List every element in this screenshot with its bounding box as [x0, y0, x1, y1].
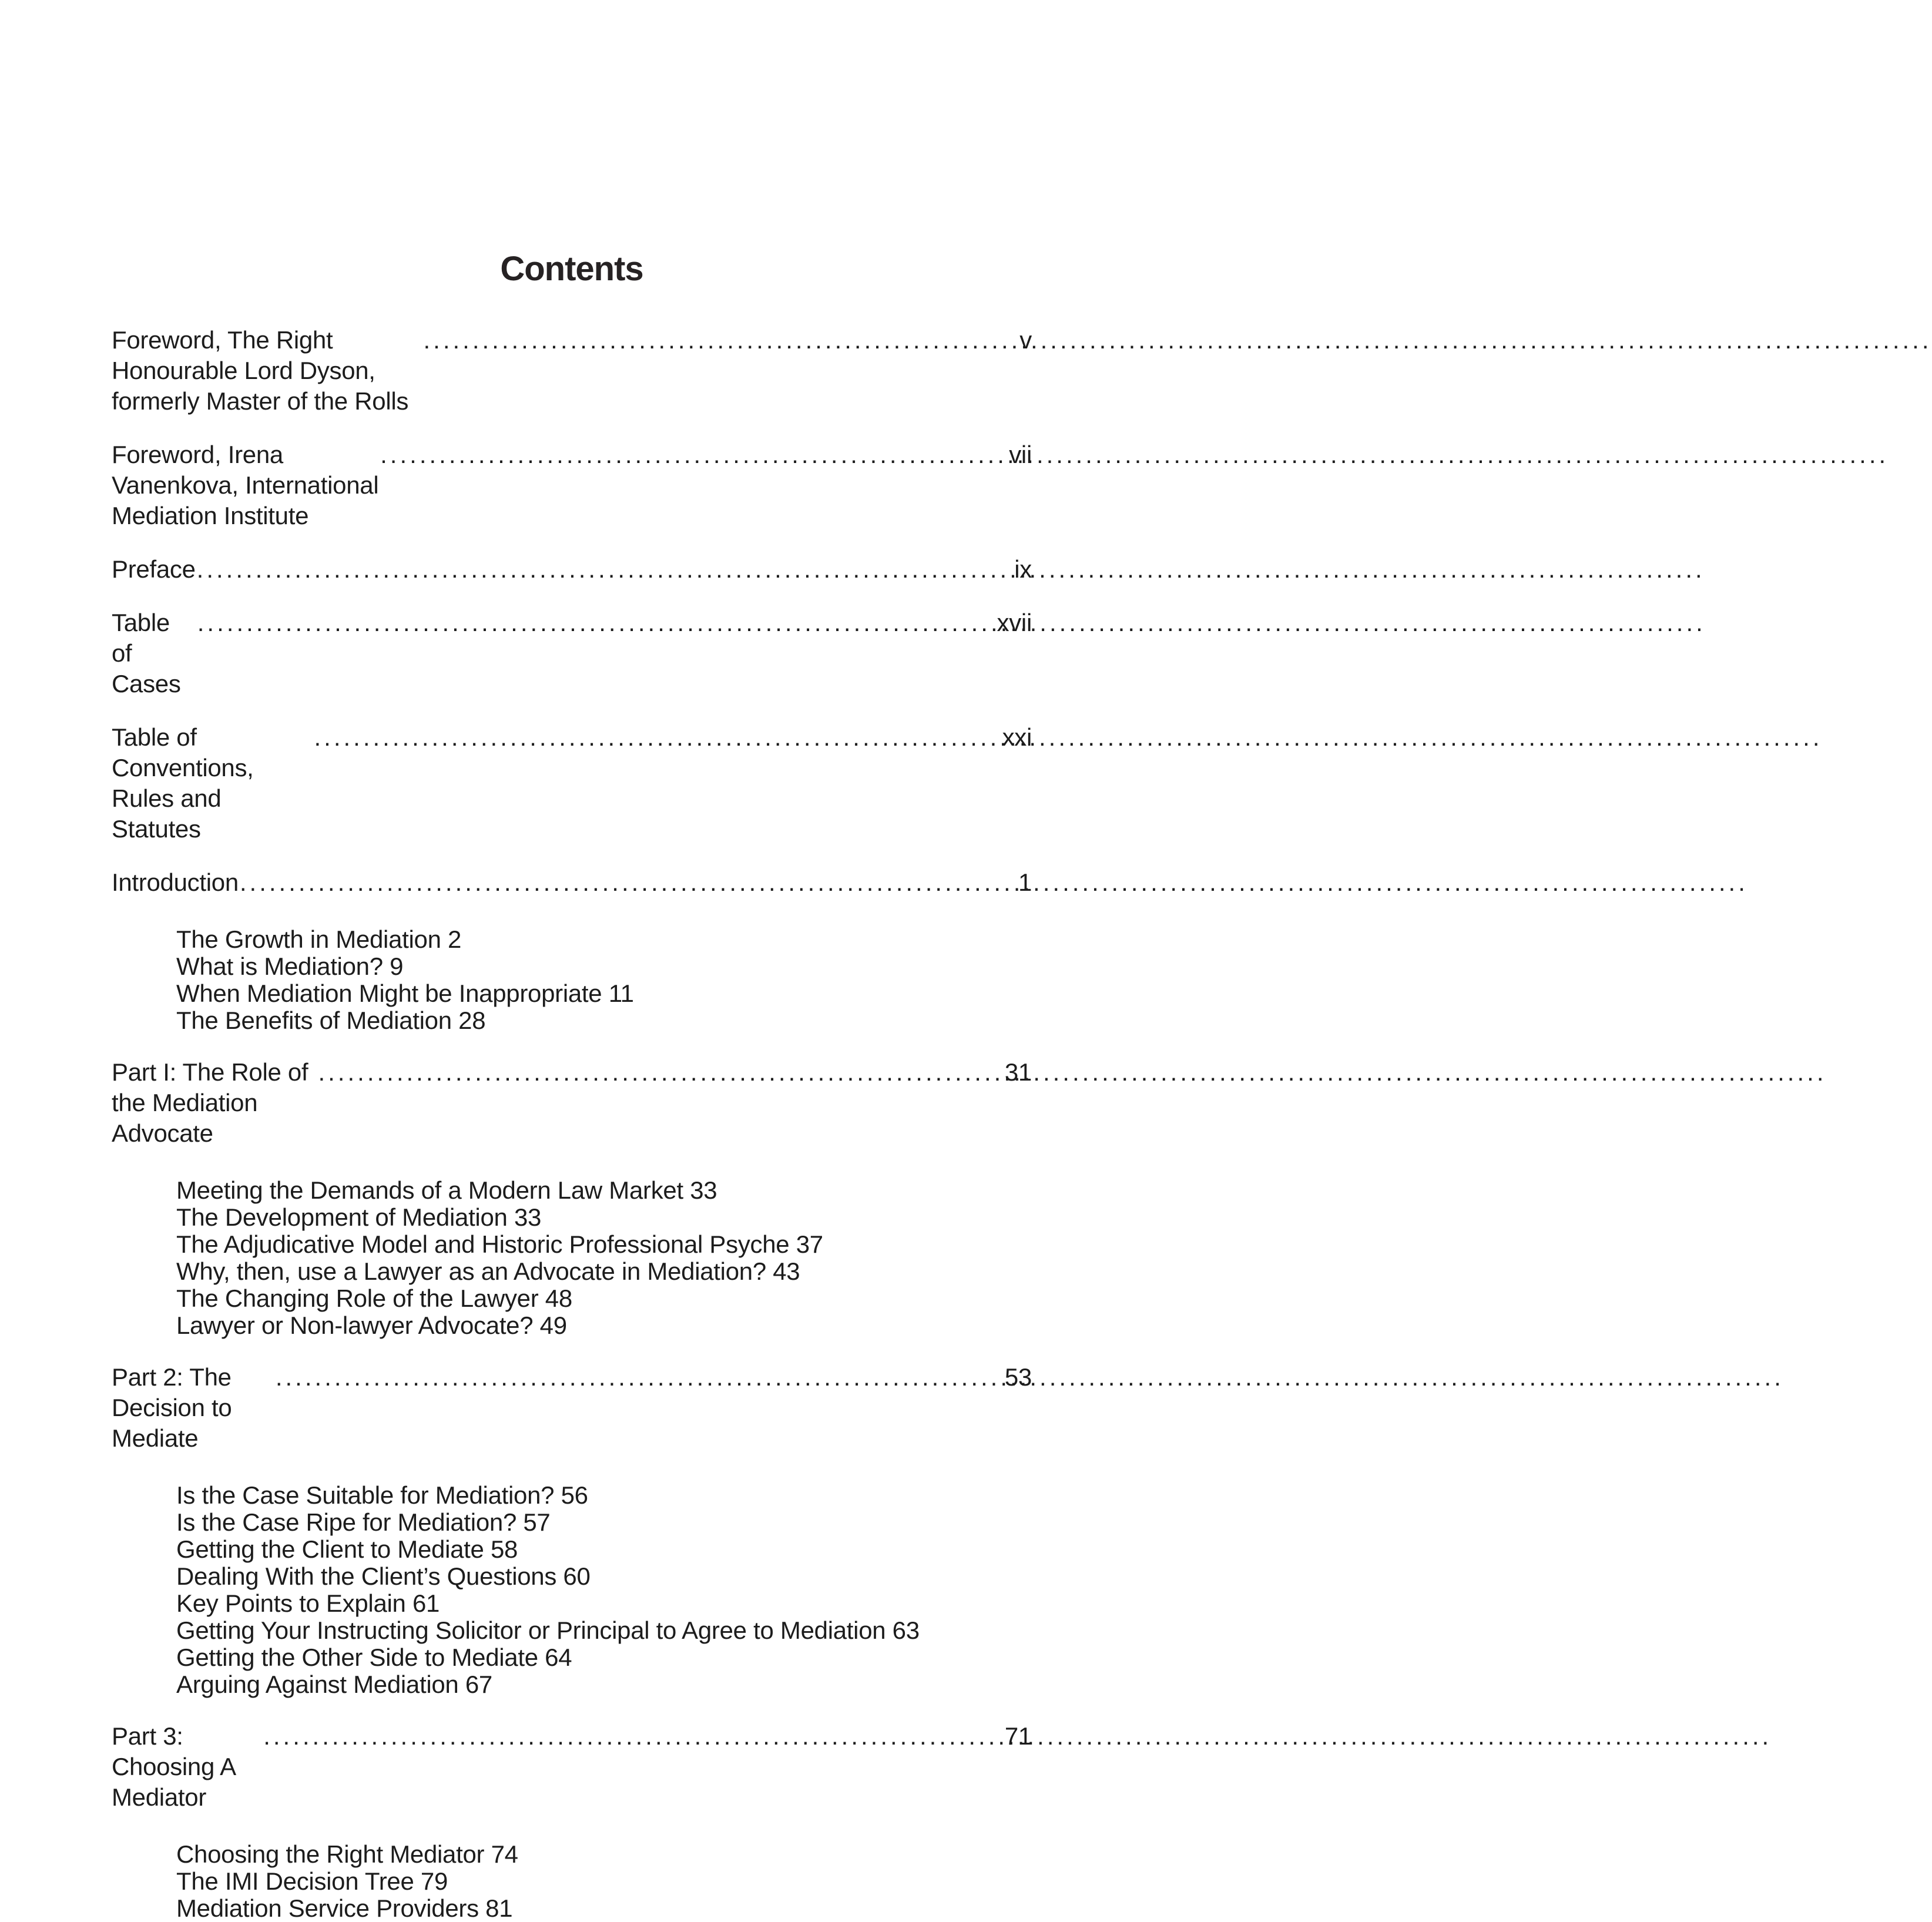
toc-entry — [112, 1721, 1032, 1813]
dot-leader — [196, 608, 990, 638]
dot-leader — [196, 554, 1008, 585]
toc-entry-page: 53 — [1004, 1363, 1032, 1391]
toc-subentry: Getting the Client to Mediate 58 — [176, 1535, 518, 1563]
toc-subentry: Lawyer or Non-lawyer Advocate? 49 — [176, 1311, 567, 1339]
toc-subgroup — [176, 1482, 1032, 1698]
toc-subentry: The Growth in Mediation 2 — [176, 925, 462, 953]
toc-subentry: Getting Your Instructing Solicitor or Principal to Agree to Mediation 63 — [176, 1616, 920, 1644]
page-title: Contents — [500, 250, 643, 288]
toc-entry-label: Foreword, The Right Honourable Lord Dyson, formerly Master of the Rolls — [112, 326, 409, 415]
dot-leader — [317, 1057, 997, 1088]
toc-subentry: Is the Case Ripe for Mediation? 57 — [176, 1508, 551, 1536]
toc-entry — [112, 325, 1032, 417]
toc-subentry: The Adjudicative Model and Historic Professional Psyche 37 — [176, 1230, 823, 1258]
toc-subentry: Why, then, use a Lawyer as an Advocate in Mediation? 43 — [176, 1257, 800, 1285]
toc-entry-label: Introduction — [112, 868, 239, 896]
dot-leader — [379, 440, 1002, 470]
toc-subentry: The Benefits of Mediation 28 — [176, 1006, 486, 1034]
toc-entry — [112, 1057, 1032, 1149]
toc-subentry: When Mediation Might be Inappropriate 11 — [176, 979, 634, 1007]
toc-entry-label: Preface — [112, 555, 196, 583]
toc-entry-page: v — [1019, 326, 1032, 354]
toc-subgroup — [176, 1177, 1032, 1339]
toc-entry — [112, 608, 1032, 699]
toc-entry-page: ix — [1014, 555, 1032, 583]
dot-leader — [262, 1721, 998, 1752]
toc-entry-page: xvii — [997, 608, 1032, 636]
toc-subentry: Meeting the Demands of a Modern Law Market 33 — [176, 1176, 717, 1204]
toc-list — [112, 325, 1032, 1922]
toc-entry-page: 71 — [1004, 1722, 1032, 1750]
dot-leader — [239, 867, 1011, 898]
toc-entry — [112, 1362, 1032, 1454]
toc-subentry: Getting the Other Side to Mediate 64 — [176, 1643, 572, 1671]
toc-subentry: Key Points to Explain 61 — [176, 1589, 440, 1617]
dot-leader — [274, 1362, 998, 1393]
toc-subgroup — [176, 1841, 1032, 1922]
toc-entry-label: Foreword, Irena Vanenkova, International Mediation Institute — [112, 440, 385, 529]
toc-subentry: Is the Case Suitable for Mediation? 56 — [176, 1481, 588, 1509]
toc-subentry: Mediation Service Providers 81 — [176, 1894, 513, 1922]
toc-entry — [112, 722, 1032, 844]
toc-subentry: The Development of Mediation 33 — [176, 1203, 542, 1231]
toc-entry-label: Table of Conventions, Rules and Statutes — [112, 723, 260, 843]
dot-leader — [422, 325, 1012, 355]
toc-entry-label: Part 3: Choosing A Mediator — [112, 1722, 242, 1811]
toc-entry-page: 31 — [1004, 1058, 1032, 1086]
toc-subentry: What is Mediation? 9 — [176, 952, 404, 980]
dot-leader — [313, 722, 995, 753]
toc-entry-page: vii — [1009, 440, 1032, 468]
toc-entry-label: Table of Cases — [112, 608, 181, 697]
toc-subentry: The Changing Role of the Lawyer 48 — [176, 1284, 572, 1312]
toc-entry-page: xxi — [1002, 723, 1032, 751]
toc-subentry: Dealing With the Client’s Questions 60 — [176, 1562, 591, 1590]
toc-subentry: The IMI Decision Tree 79 — [176, 1867, 448, 1895]
toc-entry-page: 1 — [1018, 868, 1032, 896]
toc-subentry: Arguing Against Mediation 67 — [176, 1670, 492, 1698]
toc-entry-label: Part I: The Role of the Mediation Advocate — [112, 1058, 315, 1147]
toc-subgroup — [176, 926, 1032, 1034]
toc-entry — [112, 554, 1032, 585]
toc-entry — [112, 440, 1032, 531]
toc-subentry: Choosing the Right Mediator 74 — [176, 1840, 518, 1868]
toc-entry-label: Part 2: The Decision to Mediate — [112, 1363, 239, 1452]
toc-entry — [112, 867, 1032, 898]
